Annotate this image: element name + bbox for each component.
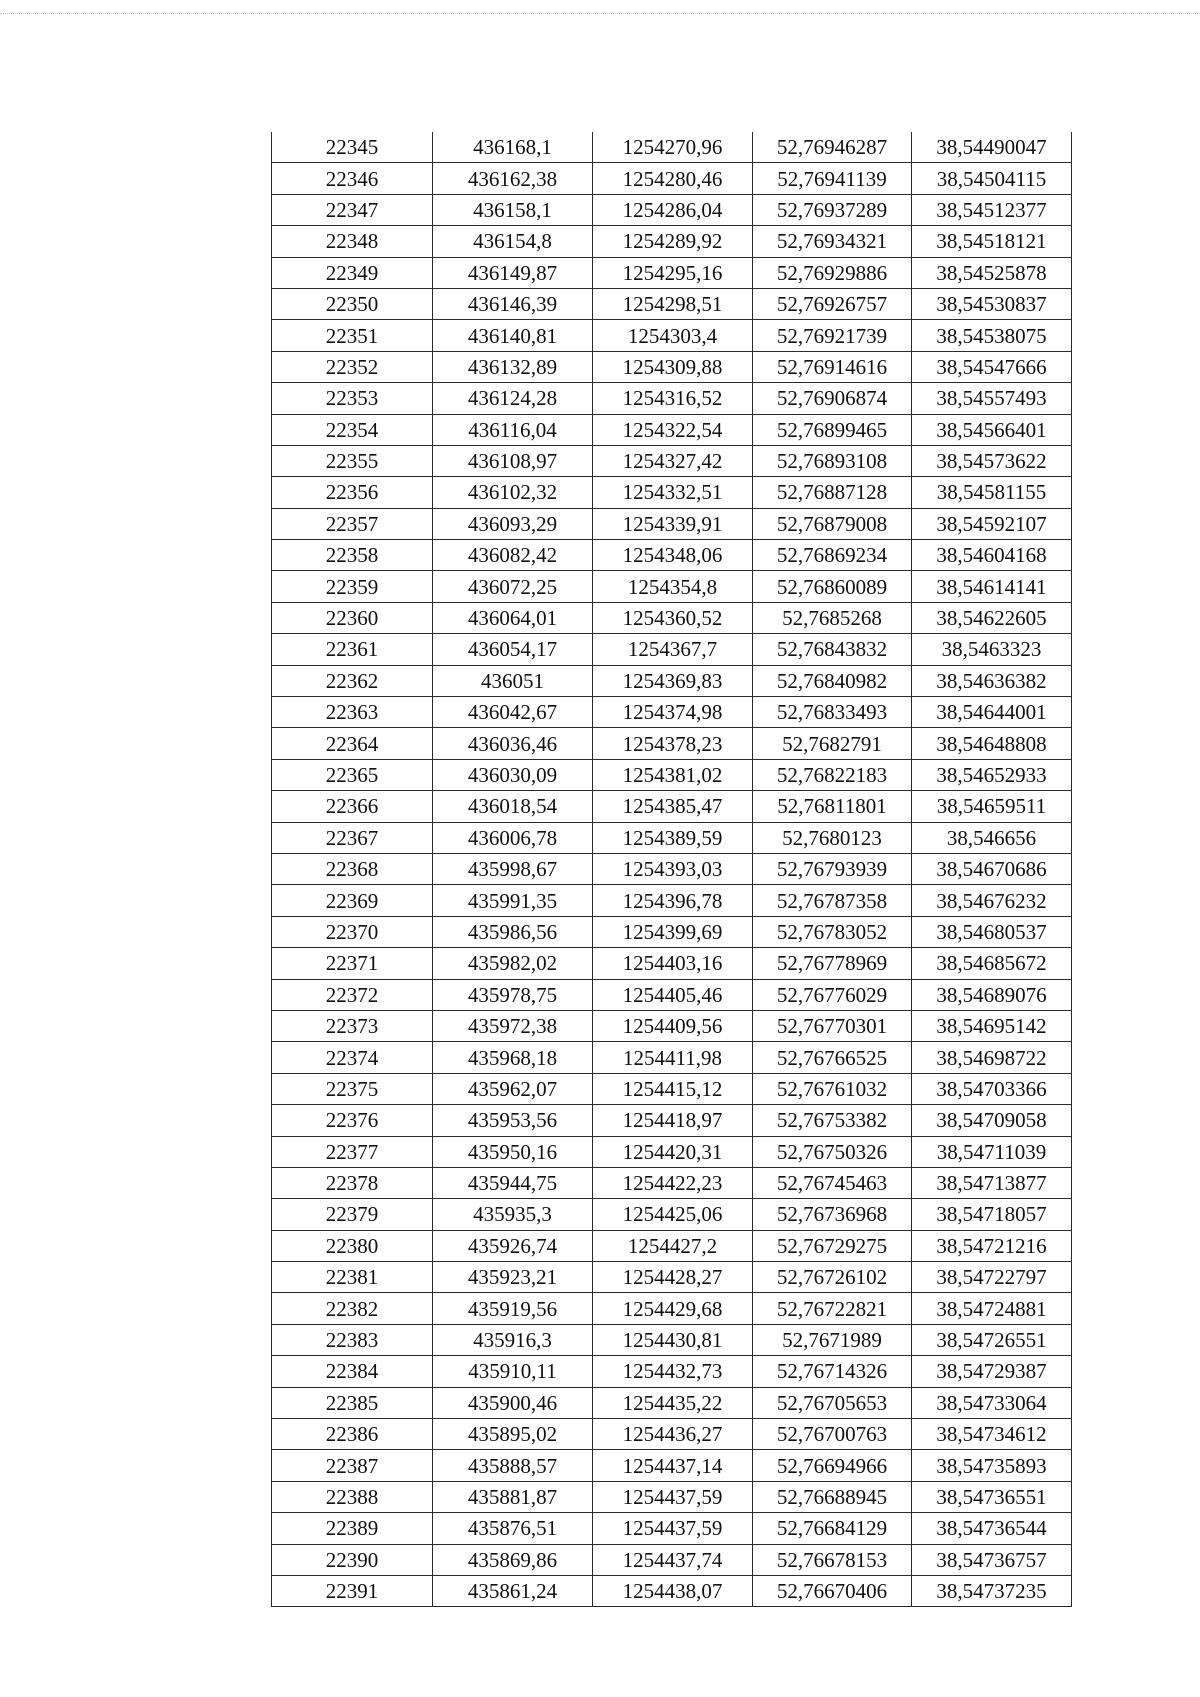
x-coordinate-cell: 435944,75	[433, 1167, 593, 1198]
latitude-cell: 52,76822183	[753, 759, 912, 790]
x-coordinate-cell: 435916,3	[433, 1324, 593, 1355]
y-coordinate-cell: 1254374,98	[593, 697, 753, 728]
point-number-cell: 22386	[272, 1419, 433, 1450]
y-coordinate-cell: 1254428,27	[593, 1262, 753, 1293]
latitude-cell: 52,76736968	[753, 1199, 912, 1230]
x-coordinate-cell: 436158,1	[433, 194, 593, 225]
latitude-cell: 52,76714326	[753, 1356, 912, 1387]
latitude-cell: 52,76860089	[753, 571, 912, 602]
longitude-cell: 38,54698722	[912, 1042, 1072, 1073]
table-row	[272, 1042, 1072, 1073]
latitude-cell: 52,76887128	[753, 477, 912, 508]
point-number-cell: 22380	[272, 1230, 433, 1261]
point-number-cell: 22379	[272, 1199, 433, 1230]
point-number-cell: 22360	[272, 602, 433, 633]
point-number-cell: 22366	[272, 791, 433, 822]
table-row	[272, 1293, 1072, 1324]
point-number-cell: 22374	[272, 1042, 433, 1073]
x-coordinate-cell: 435991,35	[433, 885, 593, 916]
longitude-cell: 38,54566401	[912, 414, 1072, 445]
latitude-cell: 52,76770301	[753, 1010, 912, 1041]
point-number-cell: 22359	[272, 571, 433, 602]
x-coordinate-cell: 435861,24	[433, 1575, 593, 1606]
x-coordinate-cell: 436132,89	[433, 351, 593, 382]
table-row	[272, 1387, 1072, 1418]
latitude-cell: 52,76833493	[753, 697, 912, 728]
x-coordinate-cell: 436116,04	[433, 414, 593, 445]
point-number-cell: 22363	[272, 697, 433, 728]
x-coordinate-cell: 436108,97	[433, 445, 593, 476]
table-row	[272, 728, 1072, 759]
x-coordinate-cell: 436146,39	[433, 288, 593, 319]
table-row	[272, 414, 1072, 445]
y-coordinate-cell: 1254280,46	[593, 163, 753, 194]
table-row	[272, 163, 1072, 194]
point-number-cell: 22351	[272, 320, 433, 351]
x-coordinate-cell: 436082,42	[433, 540, 593, 571]
table-row	[272, 477, 1072, 508]
point-number-cell: 22391	[272, 1575, 433, 1606]
point-number-cell: 22377	[272, 1136, 433, 1167]
y-coordinate-cell: 1254396,78	[593, 885, 753, 916]
y-coordinate-cell: 1254420,31	[593, 1136, 753, 1167]
point-number-cell: 22358	[272, 540, 433, 571]
table-row	[272, 257, 1072, 288]
point-number-cell: 22362	[272, 665, 433, 696]
x-coordinate-cell: 435910,11	[433, 1356, 593, 1387]
x-coordinate-cell: 436072,25	[433, 571, 593, 602]
longitude-cell: 38,54736551	[912, 1481, 1072, 1512]
longitude-cell: 38,54724881	[912, 1293, 1072, 1324]
table-row	[272, 445, 1072, 476]
longitude-cell: 38,54614141	[912, 571, 1072, 602]
x-coordinate-cell: 436102,32	[433, 477, 593, 508]
longitude-cell: 38,54573622	[912, 445, 1072, 476]
latitude-cell: 52,76694966	[753, 1450, 912, 1481]
table-row	[272, 1419, 1072, 1450]
table-row	[272, 540, 1072, 571]
y-coordinate-cell: 1254360,52	[593, 602, 753, 633]
latitude-cell: 52,76793939	[753, 853, 912, 884]
longitude-cell: 38,54722797	[912, 1262, 1072, 1293]
point-number-cell: 22375	[272, 1073, 433, 1104]
point-number-cell: 22385	[272, 1387, 433, 1418]
table-row	[272, 602, 1072, 633]
longitude-cell: 38,54557493	[912, 383, 1072, 414]
latitude-cell: 52,76914616	[753, 351, 912, 382]
y-coordinate-cell: 1254378,23	[593, 728, 753, 759]
x-coordinate-cell: 436018,54	[433, 791, 593, 822]
point-number-cell: 22364	[272, 728, 433, 759]
latitude-cell: 52,76921739	[753, 320, 912, 351]
y-coordinate-cell: 1254437,14	[593, 1450, 753, 1481]
x-coordinate-cell: 436054,17	[433, 634, 593, 665]
y-coordinate-cell: 1254322,54	[593, 414, 753, 445]
longitude-cell: 38,54525878	[912, 257, 1072, 288]
point-number-cell: 22369	[272, 885, 433, 916]
point-number-cell: 22347	[272, 194, 433, 225]
longitude-cell: 38,54733064	[912, 1387, 1072, 1418]
x-coordinate-cell: 435972,38	[433, 1010, 593, 1041]
longitude-cell: 38,54713877	[912, 1167, 1072, 1198]
x-coordinate-cell: 435962,07	[433, 1073, 593, 1104]
latitude-cell: 52,76745463	[753, 1167, 912, 1198]
table-row	[272, 1199, 1072, 1230]
y-coordinate-cell: 1254369,83	[593, 665, 753, 696]
longitude-cell: 38,5463323	[912, 634, 1072, 665]
x-coordinate-cell: 436051	[433, 665, 593, 696]
longitude-cell: 38,54622605	[912, 602, 1072, 633]
coordinates-table	[271, 132, 1072, 1607]
point-number-cell: 22370	[272, 916, 433, 947]
latitude-cell: 52,76893108	[753, 445, 912, 476]
table-row	[272, 1136, 1072, 1167]
x-coordinate-cell: 436042,67	[433, 697, 593, 728]
latitude-cell: 52,76899465	[753, 414, 912, 445]
y-coordinate-cell: 1254425,06	[593, 1199, 753, 1230]
latitude-cell: 52,76684129	[753, 1513, 912, 1544]
latitude-cell: 52,76670406	[753, 1575, 912, 1606]
y-coordinate-cell: 1254403,16	[593, 948, 753, 979]
x-coordinate-cell: 435923,21	[433, 1262, 593, 1293]
latitude-cell: 52,76700763	[753, 1419, 912, 1450]
longitude-cell: 38,54735893	[912, 1450, 1072, 1481]
latitude-cell: 52,76879008	[753, 508, 912, 539]
longitude-cell: 38,54680537	[912, 916, 1072, 947]
longitude-cell: 38,54709058	[912, 1105, 1072, 1136]
table-row	[272, 1230, 1072, 1261]
y-coordinate-cell: 1254303,4	[593, 320, 753, 351]
latitude-cell: 52,76761032	[753, 1073, 912, 1104]
x-coordinate-cell: 435998,67	[433, 853, 593, 884]
y-coordinate-cell: 1254381,02	[593, 759, 753, 790]
longitude-cell: 38,54734612	[912, 1419, 1072, 1450]
point-number-cell: 22352	[272, 351, 433, 382]
y-coordinate-cell: 1254332,51	[593, 477, 753, 508]
y-coordinate-cell: 1254429,68	[593, 1293, 753, 1324]
longitude-cell: 38,54530837	[912, 288, 1072, 319]
y-coordinate-cell: 1254422,23	[593, 1167, 753, 1198]
y-coordinate-cell: 1254435,22	[593, 1387, 753, 1418]
latitude-cell: 52,76787358	[753, 885, 912, 916]
point-number-cell: 22372	[272, 979, 433, 1010]
longitude-cell: 38,54695142	[912, 1010, 1072, 1041]
longitude-cell: 38,54659511	[912, 791, 1072, 822]
longitude-cell: 38,54604168	[912, 540, 1072, 571]
point-number-cell: 22371	[272, 948, 433, 979]
point-number-cell: 22388	[272, 1481, 433, 1512]
x-coordinate-cell: 435953,56	[433, 1105, 593, 1136]
table-row	[272, 1544, 1072, 1575]
latitude-cell: 52,76941139	[753, 163, 912, 194]
x-coordinate-cell: 435950,16	[433, 1136, 593, 1167]
table-row	[272, 791, 1072, 822]
x-coordinate-cell: 435919,56	[433, 1293, 593, 1324]
latitude-cell: 52,76934321	[753, 226, 912, 257]
latitude-cell: 52,76926757	[753, 288, 912, 319]
latitude-cell: 52,7682791	[753, 728, 912, 759]
x-coordinate-cell: 435869,86	[433, 1544, 593, 1575]
latitude-cell: 52,7680123	[753, 822, 912, 853]
point-number-cell: 22354	[272, 414, 433, 445]
longitude-cell: 38,54512377	[912, 194, 1072, 225]
y-coordinate-cell: 1254432,73	[593, 1356, 753, 1387]
x-coordinate-cell: 435900,46	[433, 1387, 593, 1418]
table-row	[272, 1575, 1072, 1606]
point-number-cell: 22367	[272, 822, 433, 853]
latitude-cell: 52,76722821	[753, 1293, 912, 1324]
y-coordinate-cell: 1254270,96	[593, 132, 753, 163]
x-coordinate-cell: 435876,51	[433, 1513, 593, 1544]
table-row	[272, 1167, 1072, 1198]
x-coordinate-cell: 436093,29	[433, 508, 593, 539]
table-row	[272, 1010, 1072, 1041]
y-coordinate-cell: 1254393,03	[593, 853, 753, 884]
y-coordinate-cell: 1254289,92	[593, 226, 753, 257]
latitude-cell: 52,76729275	[753, 1230, 912, 1261]
table-row	[272, 697, 1072, 728]
x-coordinate-cell: 436168,1	[433, 132, 593, 163]
table-row	[272, 916, 1072, 947]
table-row	[272, 1262, 1072, 1293]
latitude-cell: 52,7685268	[753, 602, 912, 633]
x-coordinate-cell: 435935,3	[433, 1199, 593, 1230]
longitude-cell: 38,54685672	[912, 948, 1072, 979]
longitude-cell: 38,54737235	[912, 1575, 1072, 1606]
y-coordinate-cell: 1254418,97	[593, 1105, 753, 1136]
longitude-cell: 38,54721216	[912, 1230, 1072, 1261]
y-coordinate-cell: 1254339,91	[593, 508, 753, 539]
table-row	[272, 822, 1072, 853]
y-coordinate-cell: 1254430,81	[593, 1324, 753, 1355]
point-number-cell: 22368	[272, 853, 433, 884]
point-number-cell: 22390	[272, 1544, 433, 1575]
longitude-cell: 38,54592107	[912, 508, 1072, 539]
longitude-cell: 38,54718057	[912, 1199, 1072, 1230]
y-coordinate-cell: 1254348,06	[593, 540, 753, 571]
longitude-cell: 38,54703366	[912, 1073, 1072, 1104]
longitude-cell: 38,54736544	[912, 1513, 1072, 1544]
x-coordinate-cell: 436149,87	[433, 257, 593, 288]
x-coordinate-cell: 436162,38	[433, 163, 593, 194]
point-number-cell: 22365	[272, 759, 433, 790]
point-number-cell: 22384	[272, 1356, 433, 1387]
table-row	[272, 194, 1072, 225]
latitude-cell: 52,76929886	[753, 257, 912, 288]
top-divider	[0, 13, 1200, 14]
table-row	[272, 1450, 1072, 1481]
y-coordinate-cell: 1254327,42	[593, 445, 753, 476]
latitude-cell: 52,76937289	[753, 194, 912, 225]
y-coordinate-cell: 1254385,47	[593, 791, 753, 822]
x-coordinate-cell: 436006,78	[433, 822, 593, 853]
point-number-cell: 22346	[272, 163, 433, 194]
point-number-cell: 22353	[272, 383, 433, 414]
y-coordinate-cell: 1254411,98	[593, 1042, 753, 1073]
point-number-cell: 22376	[272, 1105, 433, 1136]
longitude-cell: 38,54670686	[912, 853, 1072, 884]
point-number-cell: 22350	[272, 288, 433, 319]
longitude-cell: 38,54518121	[912, 226, 1072, 257]
y-coordinate-cell: 1254295,16	[593, 257, 753, 288]
table-row	[272, 1481, 1072, 1512]
table-row	[272, 759, 1072, 790]
table-row	[272, 351, 1072, 382]
x-coordinate-cell: 436036,46	[433, 728, 593, 759]
x-coordinate-cell: 435888,57	[433, 1450, 593, 1481]
point-number-cell: 22345	[272, 132, 433, 163]
point-number-cell: 22382	[272, 1293, 433, 1324]
longitude-cell: 38,54711039	[912, 1136, 1072, 1167]
x-coordinate-cell: 436030,09	[433, 759, 593, 790]
table-row	[272, 1324, 1072, 1355]
latitude-cell: 52,76776029	[753, 979, 912, 1010]
latitude-cell: 52,76811801	[753, 791, 912, 822]
longitude-cell: 38,54490047	[912, 132, 1072, 163]
longitude-cell: 38,54504115	[912, 163, 1072, 194]
y-coordinate-cell: 1254399,69	[593, 916, 753, 947]
x-coordinate-cell: 436124,28	[433, 383, 593, 414]
latitude-cell: 52,76783052	[753, 916, 912, 947]
y-coordinate-cell: 1254438,07	[593, 1575, 753, 1606]
x-coordinate-cell: 436064,01	[433, 602, 593, 633]
table-row	[272, 383, 1072, 414]
latitude-cell: 52,76766525	[753, 1042, 912, 1073]
y-coordinate-cell: 1254415,12	[593, 1073, 753, 1104]
table-row	[272, 885, 1072, 916]
y-coordinate-cell: 1254367,7	[593, 634, 753, 665]
x-coordinate-cell: 435968,18	[433, 1042, 593, 1073]
longitude-cell: 38,54538075	[912, 320, 1072, 351]
longitude-cell: 38,54676232	[912, 885, 1072, 916]
latitude-cell: 52,76869234	[753, 540, 912, 571]
point-number-cell: 22356	[272, 477, 433, 508]
table-row	[272, 634, 1072, 665]
longitude-cell: 38,54689076	[912, 979, 1072, 1010]
table-row	[272, 1105, 1072, 1136]
longitude-cell: 38,54652933	[912, 759, 1072, 790]
latitude-cell: 52,76688945	[753, 1481, 912, 1512]
table-row	[272, 1356, 1072, 1387]
coordinate-sheet	[271, 132, 1071, 1607]
point-number-cell: 22373	[272, 1010, 433, 1041]
x-coordinate-cell: 435881,87	[433, 1481, 593, 1512]
y-coordinate-cell: 1254436,27	[593, 1419, 753, 1450]
x-coordinate-cell: 435926,74	[433, 1230, 593, 1261]
latitude-cell: 52,76843832	[753, 634, 912, 665]
y-coordinate-cell: 1254389,59	[593, 822, 753, 853]
table-row	[272, 853, 1072, 884]
latitude-cell: 52,76778969	[753, 948, 912, 979]
x-coordinate-cell: 436154,8	[433, 226, 593, 257]
y-coordinate-cell: 1254437,59	[593, 1513, 753, 1544]
latitude-cell: 52,76840982	[753, 665, 912, 696]
latitude-cell: 52,76678153	[753, 1544, 912, 1575]
table-row	[272, 1513, 1072, 1544]
y-coordinate-cell: 1254409,56	[593, 1010, 753, 1041]
table-row	[272, 508, 1072, 539]
longitude-cell: 38,54729387	[912, 1356, 1072, 1387]
coordinates-table-body	[272, 132, 1072, 1607]
table-row	[272, 948, 1072, 979]
longitude-cell: 38,54644001	[912, 697, 1072, 728]
latitude-cell: 52,7671989	[753, 1324, 912, 1355]
y-coordinate-cell: 1254316,52	[593, 383, 753, 414]
table-row	[272, 288, 1072, 319]
x-coordinate-cell: 435982,02	[433, 948, 593, 979]
y-coordinate-cell: 1254354,8	[593, 571, 753, 602]
point-number-cell: 22389	[272, 1513, 433, 1544]
table-row	[272, 665, 1072, 696]
point-number-cell: 22355	[272, 445, 433, 476]
point-number-cell: 22381	[272, 1262, 433, 1293]
point-number-cell: 22361	[272, 634, 433, 665]
x-coordinate-cell: 436140,81	[433, 320, 593, 351]
table-row	[272, 571, 1072, 602]
table-row	[272, 320, 1072, 351]
y-coordinate-cell: 1254437,59	[593, 1481, 753, 1512]
point-number-cell: 22383	[272, 1324, 433, 1355]
x-coordinate-cell: 435895,02	[433, 1419, 593, 1450]
point-number-cell: 22348	[272, 226, 433, 257]
latitude-cell: 52,76726102	[753, 1262, 912, 1293]
y-coordinate-cell: 1254298,51	[593, 288, 753, 319]
x-coordinate-cell: 435986,56	[433, 916, 593, 947]
latitude-cell: 52,76705653	[753, 1387, 912, 1418]
table-row	[272, 132, 1072, 163]
table-row	[272, 1073, 1072, 1104]
latitude-cell: 52,76750326	[753, 1136, 912, 1167]
point-number-cell: 22349	[272, 257, 433, 288]
latitude-cell: 52,76946287	[753, 132, 912, 163]
table-row	[272, 226, 1072, 257]
y-coordinate-cell: 1254437,74	[593, 1544, 753, 1575]
longitude-cell: 38,54648808	[912, 728, 1072, 759]
longitude-cell: 38,54726551	[912, 1324, 1072, 1355]
y-coordinate-cell: 1254286,04	[593, 194, 753, 225]
y-coordinate-cell: 1254309,88	[593, 351, 753, 382]
y-coordinate-cell: 1254405,46	[593, 979, 753, 1010]
longitude-cell: 38,54636382	[912, 665, 1072, 696]
point-number-cell: 22357	[272, 508, 433, 539]
table-row	[272, 979, 1072, 1010]
latitude-cell: 52,76753382	[753, 1105, 912, 1136]
latitude-cell: 52,76906874	[753, 383, 912, 414]
y-coordinate-cell: 1254427,2	[593, 1230, 753, 1261]
point-number-cell: 22378	[272, 1167, 433, 1198]
longitude-cell: 38,546656	[912, 822, 1072, 853]
x-coordinate-cell: 435978,75	[433, 979, 593, 1010]
longitude-cell: 38,54736757	[912, 1544, 1072, 1575]
longitude-cell: 38,54581155	[912, 477, 1072, 508]
longitude-cell: 38,54547666	[912, 351, 1072, 382]
point-number-cell: 22387	[272, 1450, 433, 1481]
